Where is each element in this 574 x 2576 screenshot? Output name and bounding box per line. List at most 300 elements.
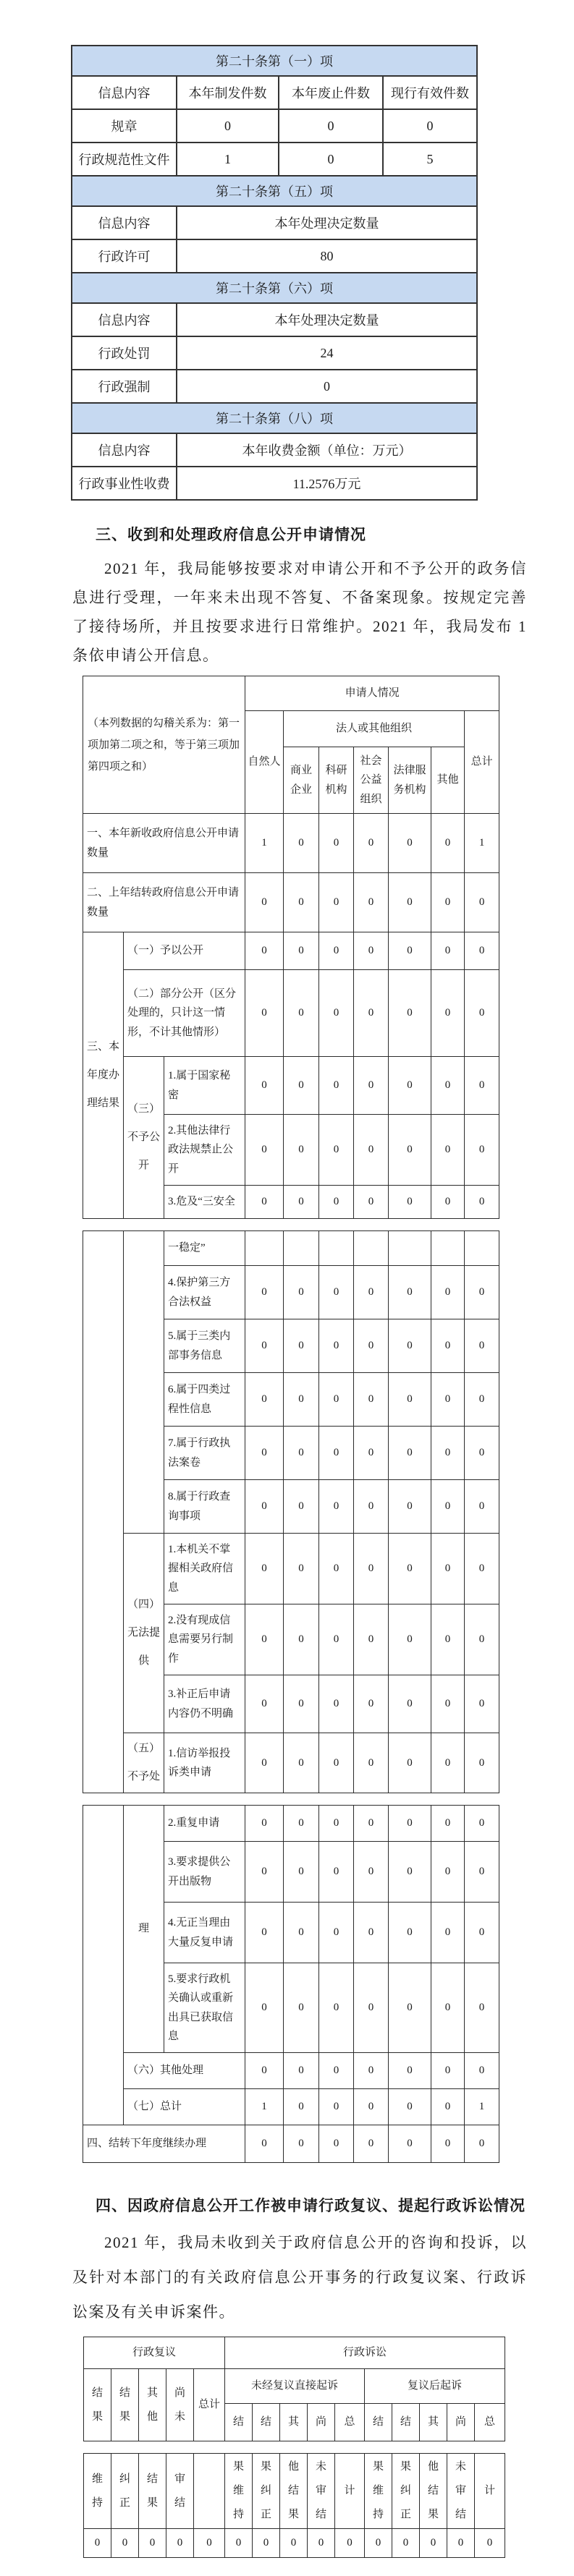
value-cell: 0 — [431, 873, 465, 932]
column-header: 其 — [280, 2404, 308, 2441]
value-cell: 0 — [166, 2529, 194, 2558]
row-label: 2.其他法律行政法规禁止公开 — [164, 1115, 245, 1186]
value-cell: 0 — [84, 2529, 111, 2558]
row-label: 7.属于行政执法案卷 — [164, 1427, 245, 1480]
value-cell: 0 — [354, 1057, 389, 1115]
value-cell: 0 — [431, 1266, 465, 1319]
table-row — [84, 2369, 505, 2404]
value-cell: 0 — [319, 873, 354, 932]
table-row — [84, 2529, 505, 2558]
value-cell: 1 — [465, 814, 499, 873]
column-header: 商业企业 — [284, 747, 319, 814]
value-cell: 0 — [389, 970, 431, 1057]
row-label: 行政处罚 — [72, 336, 177, 370]
value-cell — [319, 1231, 354, 1266]
value-cell: 0 — [431, 2089, 465, 2125]
column-header: 信息内容 — [72, 433, 177, 467]
section-title-item8: 第二十条第（八）项 — [72, 403, 477, 433]
value-cell: 0 — [245, 1963, 284, 2053]
value-cell: 0 — [389, 1842, 431, 1903]
value-cell: 0 — [284, 873, 319, 932]
value-cell: 0 — [431, 1806, 465, 1842]
table-row — [83, 1806, 499, 1842]
column-header: 审结 — [166, 2454, 194, 2529]
value-cell: 0 — [319, 2125, 354, 2163]
section3-heading: 三、收到和处理政府信息公开申请情况 — [96, 527, 366, 543]
value-cell — [465, 1231, 499, 1266]
value-cell: 0 — [431, 814, 465, 873]
value-cell: 0 — [319, 2053, 354, 2089]
value-cell: 0 — [284, 1534, 319, 1604]
value-cell: 0 — [284, 2125, 319, 2163]
value-cell: 0 — [389, 1373, 431, 1427]
value-cell: 0 — [319, 970, 354, 1057]
value-cell: 0 — [284, 1057, 319, 1115]
column-header: 结 — [365, 2404, 392, 2441]
value-cell: 0 — [431, 1534, 465, 1604]
value-cell: 0 — [465, 1186, 499, 1219]
value-cell: 0 — [319, 1806, 354, 1842]
value-cell: 0 — [245, 1903, 284, 1963]
column-header: 尚 — [308, 2404, 335, 2441]
column-header: 果纠正 — [392, 2454, 420, 2529]
page-break-gap — [0, 1219, 574, 1230]
value-cell: 0 — [319, 1963, 354, 2053]
column-header: 结果 — [84, 2369, 111, 2441]
value-cell: 0 — [465, 2125, 499, 2163]
value-cell: 24 — [177, 336, 477, 370]
value-cell: 0 — [245, 1480, 284, 1534]
value-cell: 0 — [319, 1604, 354, 1675]
column-header: 他结果 — [420, 2454, 447, 2529]
request-table-part3 — [83, 1805, 499, 2163]
value-cell: 0 — [319, 1186, 354, 1219]
table-row — [72, 76, 477, 109]
header-direct-suit: 未经复议直接起诉 — [225, 2369, 365, 2404]
value-cell: 0 — [245, 1675, 284, 1733]
row-label: 5.属于三类内部事务信息 — [164, 1319, 245, 1373]
value-cell: 0 — [354, 1806, 389, 1842]
column-header: 本年收费金额（单位：万元） — [177, 433, 477, 467]
value-cell: 0 — [389, 1427, 431, 1480]
value-cell: 0 — [284, 1480, 319, 1534]
value-cell: 0 — [284, 1427, 319, 1480]
row-label: 4.保护第三方合法权益 — [164, 1266, 245, 1319]
value-cell: 0 — [354, 1534, 389, 1604]
column-header: 信息内容 — [72, 76, 177, 109]
value-cell: 0 — [389, 1806, 431, 1842]
value-cell: 1 — [245, 814, 284, 873]
table-row — [83, 1733, 499, 1793]
table-row — [84, 2454, 505, 2529]
value-cell: 0 — [177, 109, 279, 143]
column-header: 维持 — [84, 2454, 111, 2529]
column-header: 纠正 — [111, 2454, 139, 2529]
value-cell: 0 — [465, 1963, 499, 2053]
column-header: 本年制发件数 — [177, 76, 279, 109]
value-cell: 80 — [177, 239, 477, 273]
value-cell: 0 — [319, 2089, 354, 2125]
value-cell: 0 — [354, 1903, 389, 1963]
value-cell: 0 — [465, 1903, 499, 1963]
row-label: （六）其他处理 — [124, 2053, 245, 2089]
value-cell: 0 — [245, 1057, 284, 1115]
value-cell: 0 — [253, 2529, 280, 2558]
value-cell: 0 — [465, 1115, 499, 1186]
value-cell: 0 — [465, 1534, 499, 1604]
value-cell: 0 — [431, 1186, 465, 1219]
value-cell: 0 — [245, 1115, 284, 1186]
column-header: 法律服务机构 — [389, 747, 431, 814]
table-row — [72, 303, 477, 336]
column-header: 本年处理决定数量 — [177, 303, 477, 336]
row-label: 3.补正后申请内容仍不明确 — [164, 1675, 245, 1733]
section3-paragraph: 2021 年，我局能够按要求对申请公开和不予公开的政务信息进行受理，一年来未出现不答复、不备案现象。按规定完善了接待场所，并且按要求进行日常维护。2021 年，我局发布 1 条依申请公开信息。 — [72, 560, 527, 664]
value-cell: 0 — [431, 2125, 465, 2163]
column-header: 果维持 — [225, 2454, 253, 2529]
value-cell: 0 — [284, 1186, 319, 1219]
continuation-cell — [83, 1806, 124, 2125]
value-cell: 0 — [365, 2529, 392, 2558]
value-cell: 0 — [465, 932, 499, 970]
value-cell: 0 — [465, 2053, 499, 2089]
value-cell: 0 — [431, 1733, 465, 1793]
table-row — [72, 336, 477, 370]
spacer — [0, 670, 574, 676]
value-cell: 0 — [389, 814, 431, 873]
value-cell: 0 — [447, 2529, 475, 2558]
column-header: 科研机构 — [319, 747, 354, 814]
value-cell: 0 — [389, 1186, 431, 1219]
column-header: 未审结 — [308, 2454, 335, 2529]
table-row — [83, 1534, 499, 1604]
column-header: 尚未 — [166, 2369, 194, 2441]
value-cell: 0 — [319, 1266, 354, 1319]
value-cell: 0 — [354, 1480, 389, 1534]
header-natural-person: 自然人 — [245, 711, 284, 814]
continuation-cell — [124, 1231, 164, 1534]
value-cell: 0 — [354, 1319, 389, 1373]
value-cell: 0 — [431, 1115, 465, 1186]
column-header: 结果 — [111, 2369, 139, 2441]
header-admin-litigation: 行政诉讼 — [225, 2337, 505, 2369]
value-cell: 11.2576万元 — [177, 467, 477, 500]
value-cell: 0 — [431, 1903, 465, 1963]
value-cell: 0 — [319, 1733, 354, 1793]
value-cell: 0 — [111, 2529, 139, 2558]
value-cell: 0 — [465, 1480, 499, 1534]
column-header: 本年处理决定数量 — [177, 206, 477, 239]
table-row — [83, 2053, 499, 2089]
group-label-unable: （四）无法提供 — [124, 1534, 164, 1733]
row-label: 1.属于国家秘密 — [164, 1057, 245, 1115]
request-table-part2 — [83, 1230, 499, 1793]
table-row — [72, 206, 477, 239]
table-row — [72, 467, 477, 500]
column-header: 信息内容 — [72, 303, 177, 336]
value-cell — [431, 1231, 465, 1266]
value-cell: 0 — [284, 1842, 319, 1903]
value-cell: 0 — [284, 814, 319, 873]
table-row — [83, 1231, 499, 1266]
value-cell: 0 — [475, 2529, 505, 2558]
page-break-gap — [0, 1793, 574, 1805]
row-label: 四、结转下年度继续办理 — [83, 2125, 245, 2163]
value-cell: 0 — [420, 2529, 447, 2558]
value-cell: 0 — [245, 1842, 284, 1903]
row-label: 规章 — [72, 109, 177, 143]
value-cell: 0 — [389, 1115, 431, 1186]
value-cell: 0 — [431, 970, 465, 1057]
table-row — [72, 273, 477, 303]
value-cell: 0 — [389, 2089, 431, 2125]
row-label: 行政事业性收费 — [72, 467, 177, 500]
value-cell: 0 — [383, 109, 477, 143]
table-row — [72, 143, 477, 176]
column-header: 果纠正 — [253, 2454, 280, 2529]
column-header: 其他 — [139, 2369, 166, 2441]
value-cell: 0 — [225, 2529, 253, 2558]
value-cell: 0 — [354, 1604, 389, 1675]
value-cell: 0 — [354, 1115, 389, 1186]
value-cell: 0 — [389, 1604, 431, 1675]
table-row — [72, 370, 477, 403]
row-label: （一）予以公开 — [124, 932, 245, 970]
value-cell: 0 — [245, 1186, 284, 1219]
column-header: 计 — [475, 2454, 505, 2529]
value-cell: 0 — [354, 2089, 389, 2125]
column-header: 果维持 — [365, 2454, 392, 2529]
value-cell: 0 — [389, 1675, 431, 1733]
value-cell — [389, 1231, 431, 1266]
value-cell: 0 — [194, 2529, 225, 2558]
value-cell: 0 — [431, 1427, 465, 1480]
value-cell: 0 — [279, 109, 383, 143]
value-cell — [284, 1231, 319, 1266]
value-cell: 0 — [319, 1427, 354, 1480]
column-header: 信息内容 — [72, 206, 177, 239]
value-cell: 0 — [319, 1534, 354, 1604]
value-cell: 0 — [319, 1115, 354, 1186]
value-cell — [245, 1231, 284, 1266]
value-cell: 0 — [389, 1480, 431, 1534]
value-cell: 0 — [284, 1675, 319, 1733]
section-title-item6: 第二十条第（六）项 — [72, 273, 477, 303]
row-label: 2.重复申请 — [164, 1806, 245, 1842]
continuation-cell — [83, 1231, 124, 1793]
value-cell: 0 — [465, 1427, 499, 1480]
value-cell: 0 — [354, 1733, 389, 1793]
table-row — [84, 2337, 505, 2369]
value-cell: 0 — [431, 932, 465, 970]
value-cell: 0 — [354, 1373, 389, 1427]
column-header: 总 — [335, 2404, 365, 2441]
top-margin — [0, 0, 574, 45]
value-cell: 0 — [389, 2053, 431, 2089]
value-cell: 0 — [354, 2125, 389, 2163]
row-label: 行政规范性文件 — [72, 143, 177, 176]
value-cell: 0 — [284, 932, 319, 970]
value-cell: 0 — [465, 1675, 499, 1733]
column-header: 其他 — [431, 747, 465, 814]
spacer — [0, 2329, 574, 2337]
value-cell: 0 — [389, 1319, 431, 1373]
value-cell: 0 — [465, 1373, 499, 1427]
value-cell: 0 — [465, 1266, 499, 1319]
column-header: 现行有效件数 — [383, 76, 477, 109]
value-cell: 0 — [319, 1057, 354, 1115]
row-label: 5.要求行政机关确认或重新出具已获取信息 — [164, 1963, 245, 2053]
row-label: 二、上年结转政府信息公开申请数量 — [83, 873, 245, 932]
value-cell: 0 — [245, 1373, 284, 1427]
article20-stats-table — [71, 45, 478, 501]
column-header: 其 — [420, 2404, 447, 2441]
value-cell: 0 — [284, 1115, 319, 1186]
value-cell: 0 — [319, 1319, 354, 1373]
value-cell: 0 — [280, 2529, 308, 2558]
section-title-item5: 第二十条第（五）项 — [72, 176, 477, 206]
row-label: 一稳定” — [164, 1231, 245, 1266]
value-cell: 0 — [245, 970, 284, 1057]
value-cell: 0 — [389, 1963, 431, 2053]
value-cell: 0 — [284, 2053, 319, 2089]
value-cell: 0 — [245, 1427, 284, 1480]
column-header: 总 — [475, 2404, 505, 2441]
value-cell: 0 — [319, 1373, 354, 1427]
column-header: 他结果 — [280, 2454, 308, 2529]
value-cell: 0 — [284, 2089, 319, 2125]
column-header: 结 — [225, 2404, 253, 2441]
value-cell: 0 — [284, 1604, 319, 1675]
request-table-part1 — [83, 676, 499, 1219]
column-header: 社会公益组织 — [354, 747, 389, 814]
value-cell: 0 — [284, 1373, 319, 1427]
table-row — [72, 403, 477, 433]
column-header: 结 — [253, 2404, 280, 2441]
value-cell: 5 — [383, 143, 477, 176]
value-cell: 0 — [389, 2125, 431, 2163]
section-title-item1: 第二十条第（一）项 — [72, 46, 477, 76]
value-cell: 0 — [465, 1806, 499, 1842]
value-cell: 0 — [319, 1675, 354, 1733]
column-header: 结果 — [139, 2454, 166, 2529]
value-cell: 0 — [431, 1373, 465, 1427]
value-cell: 0 — [431, 1963, 465, 2053]
review-litigation-table-part1 — [83, 2337, 505, 2441]
value-cell: 0 — [354, 873, 389, 932]
table-note: （本列数据的勾稽关系为：第一项加第二项之和，等于第三项加第四项之和） — [83, 676, 245, 814]
value-cell: 0 — [465, 970, 499, 1057]
value-cell: 0 — [431, 1319, 465, 1373]
row-label: 一、本年新收政府信息公开申请数量 — [83, 814, 245, 873]
value-cell: 0 — [284, 1963, 319, 2053]
value-cell — [354, 1231, 389, 1266]
value-cell: 0 — [284, 970, 319, 1057]
table-row — [83, 970, 499, 1057]
section4-paragraph: 2021 年，我局未收到关于政府信息公开的咨询和投诉，以及针对本部门的有关政府信息公开事务的行政复议案、行政诉讼案及有关申诉案件。 — [72, 2234, 527, 2321]
table-row — [83, 814, 499, 873]
value-cell: 0 — [354, 1842, 389, 1903]
value-cell: 0 — [465, 1842, 499, 1903]
value-cell: 0 — [245, 1534, 284, 1604]
value-cell: 0 — [245, 932, 284, 970]
row-label: 6.属于四类过程性信息 — [164, 1373, 245, 1427]
group-label-noprocess-part2: 理 — [124, 1806, 164, 2053]
value-cell: 0 — [245, 1604, 284, 1675]
column-header — [194, 2454, 225, 2529]
row-label: （七）总计 — [124, 2089, 245, 2125]
header-suit-after-review: 复议后起诉 — [365, 2369, 505, 2404]
value-cell: 0 — [177, 370, 477, 403]
review-litigation-table-part2 — [83, 2453, 505, 2558]
row-label: 2.没有现成信息需要另行制作 — [164, 1604, 245, 1675]
group-label-refuse: （三）不予公开 — [124, 1057, 164, 1219]
value-cell: 0 — [465, 873, 499, 932]
value-cell: 0 — [389, 1733, 431, 1793]
value-cell: 0 — [319, 814, 354, 873]
section4-heading: 四、因政府信息公开工作被申请行政复议、提起行政诉讼情况 — [96, 2198, 526, 2214]
row-label: （二）部分公开（区分处理的，只计这一情形，不计其他情形） — [124, 970, 245, 1057]
value-cell: 0 — [284, 1319, 319, 1373]
row-label: 8.属于行政查询事项 — [164, 1480, 245, 1534]
value-cell: 0 — [245, 1733, 284, 1793]
value-cell: 0 — [389, 1266, 431, 1319]
column-header: 结 — [392, 2404, 420, 2441]
row-label: 3.危及“三安全 — [164, 1186, 245, 1219]
table-row — [72, 109, 477, 143]
header-legal-org: 法人或其他组织 — [284, 711, 465, 747]
value-cell: 0 — [389, 932, 431, 970]
column-header-total: 总计 — [194, 2369, 225, 2441]
table-row — [83, 873, 499, 932]
value-cell: 0 — [284, 1733, 319, 1793]
column-header: 未审结 — [447, 2454, 475, 2529]
value-cell: 0 — [284, 1903, 319, 1963]
value-cell: 0 — [389, 1903, 431, 1963]
value-cell: 0 — [431, 1480, 465, 1534]
group-label-results: 三、本年度办理结果 — [83, 932, 124, 1219]
row-label: 4.无正当理由大量反复申请 — [164, 1903, 245, 1963]
value-cell: 0 — [389, 1534, 431, 1604]
value-cell: 1 — [465, 2089, 499, 2125]
row-label: 3.要求提供公开出版物 — [164, 1842, 245, 1903]
value-cell: 0 — [431, 2053, 465, 2089]
table-row — [83, 1057, 499, 1115]
row-label: 行政强制 — [72, 370, 177, 403]
value-cell: 1 — [177, 143, 279, 176]
row-label: 1.本机关不掌握相关政府信息 — [164, 1534, 245, 1604]
value-cell: 0 — [245, 2053, 284, 2089]
value-cell: 0 — [284, 1806, 319, 1842]
header-admin-review: 行政复议 — [84, 2337, 225, 2369]
value-cell: 0 — [465, 1733, 499, 1793]
header-applicant: 申请人情况 — [245, 676, 499, 711]
value-cell: 0 — [354, 1266, 389, 1319]
value-cell: 0 — [284, 1266, 319, 1319]
value-cell: 1 — [245, 2089, 284, 2125]
value-cell: 0 — [389, 1057, 431, 1115]
row-label: 1.信访举报投诉类申请 — [164, 1733, 245, 1793]
value-cell: 0 — [245, 2125, 284, 2163]
table-row — [83, 932, 499, 970]
value-cell: 0 — [465, 1057, 499, 1115]
value-cell: 0 — [389, 873, 431, 932]
group-label-noprocess-part1: （五）不予处 — [124, 1733, 164, 1793]
column-header: 本年废止件数 — [279, 76, 383, 109]
value-cell: 0 — [308, 2529, 335, 2558]
table-row — [72, 176, 477, 206]
value-cell: 0 — [465, 1319, 499, 1373]
